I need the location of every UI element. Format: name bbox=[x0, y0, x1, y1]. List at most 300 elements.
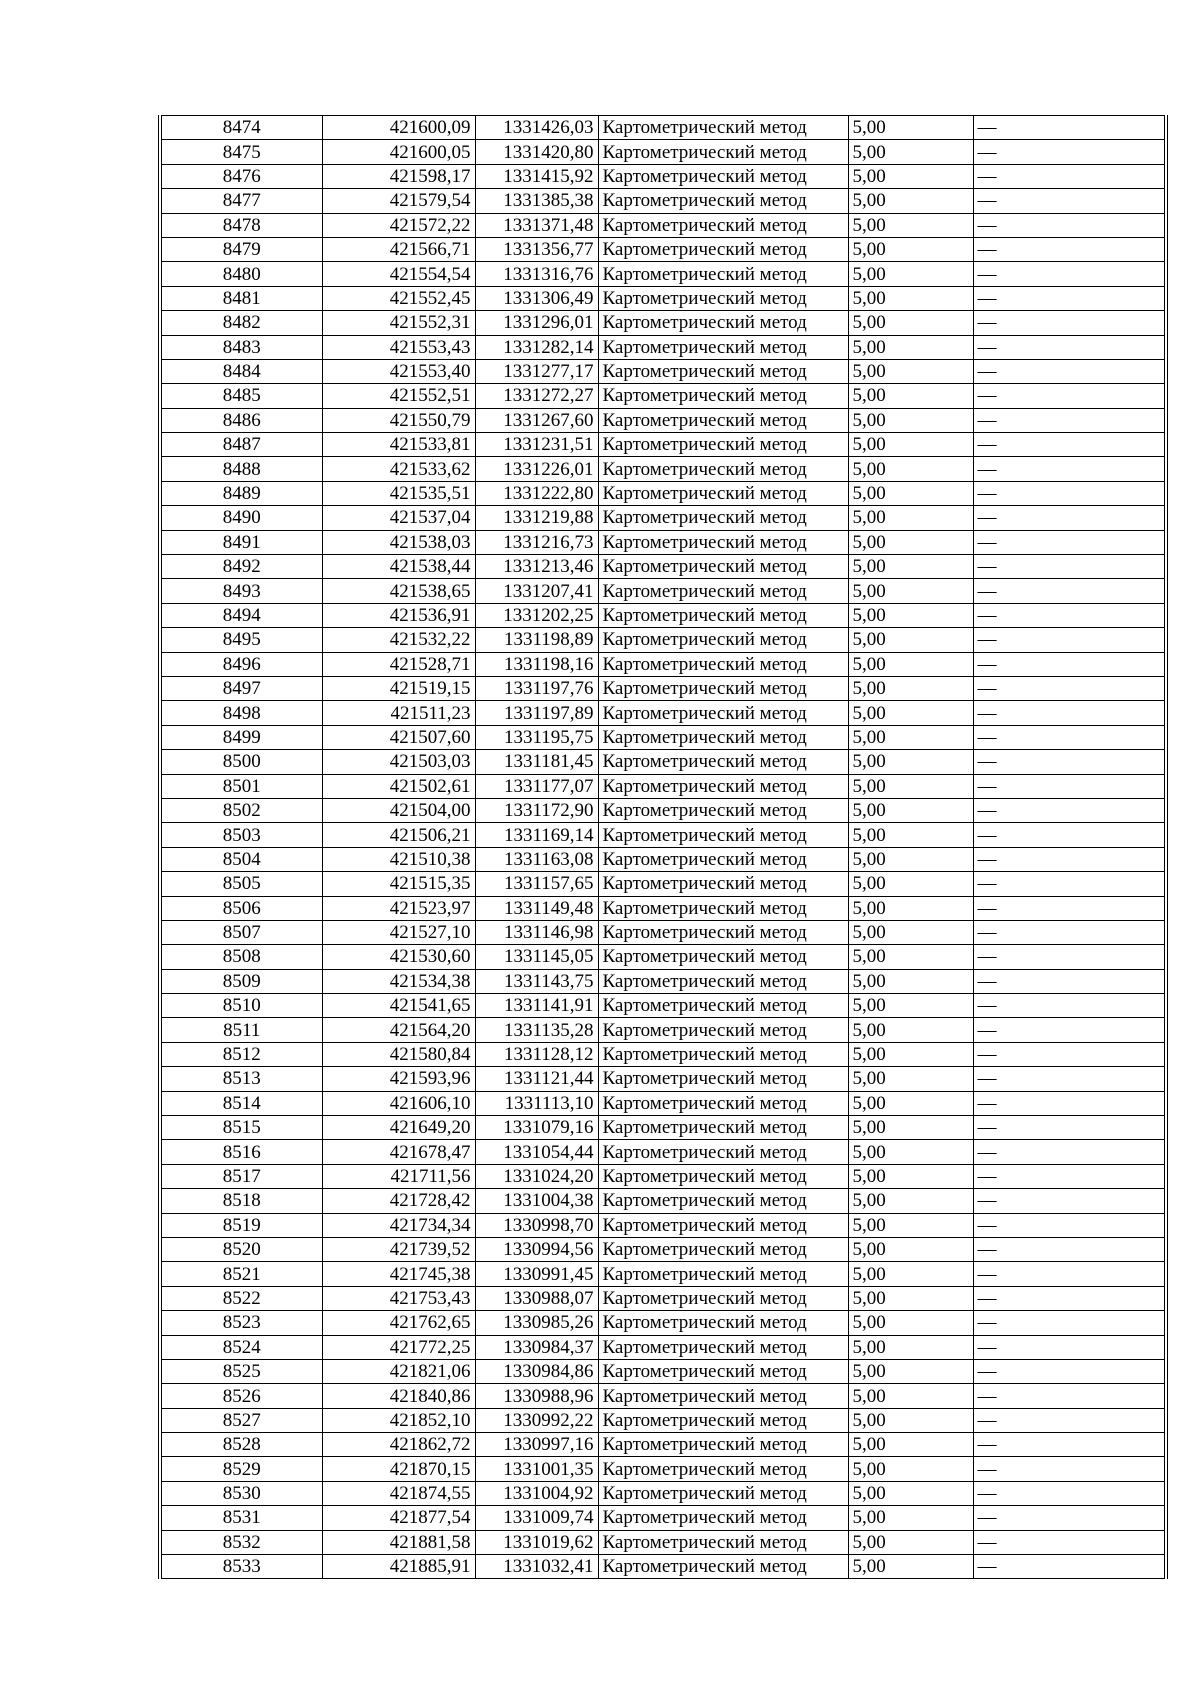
x-coordinate-cell: 421877,54 bbox=[322, 1506, 475, 1530]
x-coordinate-cell: 421566,71 bbox=[322, 237, 475, 261]
table-row bbox=[160, 798, 1166, 822]
method-cell: Картометрический метод bbox=[598, 725, 848, 749]
method-cell: Картометрический метод bbox=[598, 628, 848, 652]
point-number-cell: 8495 bbox=[160, 628, 322, 652]
accuracy-cell: 5,00 bbox=[848, 1408, 973, 1432]
point-number-cell: 8533 bbox=[160, 1555, 322, 1579]
table-row bbox=[160, 945, 1166, 969]
accuracy-cell: 5,00 bbox=[848, 945, 973, 969]
x-coordinate-cell: 421734,34 bbox=[322, 1213, 475, 1237]
y-coordinate-cell: 1330984,37 bbox=[475, 1335, 598, 1359]
x-coordinate-cell: 421600,09 bbox=[322, 116, 475, 140]
x-coordinate-cell: 421772,25 bbox=[322, 1335, 475, 1359]
accuracy-cell: 5,00 bbox=[848, 750, 973, 774]
x-coordinate-cell: 421862,72 bbox=[322, 1433, 475, 1457]
point-number-cell: 8501 bbox=[160, 774, 322, 798]
method-cell: Картометрический метод bbox=[598, 530, 848, 554]
point-number-cell: 8511 bbox=[160, 1018, 322, 1042]
description-cell: — bbox=[973, 335, 1166, 359]
description-cell: — bbox=[973, 1335, 1166, 1359]
method-cell: Картометрический метод bbox=[598, 311, 848, 335]
point-number-cell: 8490 bbox=[160, 506, 322, 530]
y-coordinate-cell: 1331219,88 bbox=[475, 506, 598, 530]
description-cell: — bbox=[973, 237, 1166, 261]
x-coordinate-cell: 421753,43 bbox=[322, 1286, 475, 1310]
table-row bbox=[160, 920, 1166, 944]
method-cell: Картометрический метод bbox=[598, 676, 848, 700]
accuracy-cell: 5,00 bbox=[848, 1555, 973, 1579]
y-coordinate-cell: 1331213,46 bbox=[475, 555, 598, 579]
accuracy-cell: 5,00 bbox=[848, 530, 973, 554]
y-coordinate-cell: 1331195,75 bbox=[475, 725, 598, 749]
x-coordinate-cell: 421745,38 bbox=[322, 1262, 475, 1286]
y-coordinate-cell: 1331426,03 bbox=[475, 116, 598, 140]
y-coordinate-cell: 1331019,62 bbox=[475, 1530, 598, 1554]
accuracy-cell: 5,00 bbox=[848, 1384, 973, 1408]
description-cell: — bbox=[973, 213, 1166, 237]
description-cell: — bbox=[973, 896, 1166, 920]
x-coordinate-cell: 421523,97 bbox=[322, 896, 475, 920]
accuracy-cell: 5,00 bbox=[848, 457, 973, 481]
point-number-cell: 8517 bbox=[160, 1164, 322, 1188]
description-cell: — bbox=[973, 774, 1166, 798]
table-row bbox=[160, 311, 1166, 335]
method-cell: Картометрический метод bbox=[598, 1237, 848, 1261]
table-row bbox=[160, 1359, 1166, 1383]
y-coordinate-cell: 1331169,14 bbox=[475, 823, 598, 847]
table-row bbox=[160, 384, 1166, 408]
table-row bbox=[160, 969, 1166, 993]
description-cell: — bbox=[973, 701, 1166, 725]
method-cell: Картометрический метод bbox=[598, 603, 848, 627]
accuracy-cell: 5,00 bbox=[848, 1091, 973, 1115]
accuracy-cell: 5,00 bbox=[848, 603, 973, 627]
y-coordinate-cell: 1331079,16 bbox=[475, 1116, 598, 1140]
method-cell: Картометрический метод bbox=[598, 1481, 848, 1505]
table-row bbox=[160, 1506, 1166, 1530]
x-coordinate-cell: 421870,15 bbox=[322, 1457, 475, 1481]
method-cell: Картометрический метод bbox=[598, 847, 848, 871]
table-row bbox=[160, 1384, 1166, 1408]
description-cell: — bbox=[973, 1067, 1166, 1091]
accuracy-cell: 5,00 bbox=[848, 262, 973, 286]
description-cell: — bbox=[973, 1481, 1166, 1505]
y-coordinate-cell: 1330988,07 bbox=[475, 1286, 598, 1310]
method-cell: Картометрический метод bbox=[598, 481, 848, 505]
y-coordinate-cell: 1331277,17 bbox=[475, 359, 598, 383]
table-row bbox=[160, 1311, 1166, 1335]
point-number-cell: 8494 bbox=[160, 603, 322, 627]
table-row bbox=[160, 725, 1166, 749]
x-coordinate-cell: 421728,42 bbox=[322, 1189, 475, 1213]
y-coordinate-cell: 1330997,16 bbox=[475, 1433, 598, 1457]
y-coordinate-cell: 1331135,28 bbox=[475, 1018, 598, 1042]
point-number-cell: 8516 bbox=[160, 1140, 322, 1164]
method-cell: Картометрический метод bbox=[598, 384, 848, 408]
table-row bbox=[160, 189, 1166, 213]
table-row bbox=[160, 1286, 1166, 1310]
method-cell: Картометрический метод bbox=[598, 750, 848, 774]
description-cell: — bbox=[973, 1457, 1166, 1481]
description-cell: — bbox=[973, 1018, 1166, 1042]
accuracy-cell: 5,00 bbox=[848, 579, 973, 603]
y-coordinate-cell: 1331181,45 bbox=[475, 750, 598, 774]
x-coordinate-cell: 421678,47 bbox=[322, 1140, 475, 1164]
method-cell: Картометрический метод bbox=[598, 701, 848, 725]
table-row bbox=[160, 335, 1166, 359]
accuracy-cell: 5,00 bbox=[848, 725, 973, 749]
y-coordinate-cell: 1330985,26 bbox=[475, 1311, 598, 1335]
accuracy-cell: 5,00 bbox=[848, 1140, 973, 1164]
y-coordinate-cell: 1331296,01 bbox=[475, 311, 598, 335]
x-coordinate-cell: 421535,51 bbox=[322, 481, 475, 505]
method-cell: Картометрический метод bbox=[598, 1213, 848, 1237]
accuracy-cell: 5,00 bbox=[848, 286, 973, 310]
table-row bbox=[160, 1189, 1166, 1213]
description-cell: — bbox=[973, 1311, 1166, 1335]
x-coordinate-cell: 421537,04 bbox=[322, 506, 475, 530]
accuracy-cell: 5,00 bbox=[848, 969, 973, 993]
point-number-cell: 8479 bbox=[160, 237, 322, 261]
description-cell: — bbox=[973, 750, 1166, 774]
table-row bbox=[160, 896, 1166, 920]
x-coordinate-cell: 421502,61 bbox=[322, 774, 475, 798]
accuracy-cell: 5,00 bbox=[848, 701, 973, 725]
description-cell: — bbox=[973, 506, 1166, 530]
table-row bbox=[160, 1555, 1166, 1579]
description-cell: — bbox=[973, 457, 1166, 481]
point-number-cell: 8529 bbox=[160, 1457, 322, 1481]
table-row bbox=[160, 1164, 1166, 1188]
y-coordinate-cell: 1331145,05 bbox=[475, 945, 598, 969]
table-row bbox=[160, 555, 1166, 579]
x-coordinate-cell: 421510,38 bbox=[322, 847, 475, 871]
point-number-cell: 8488 bbox=[160, 457, 322, 481]
table-row bbox=[160, 213, 1166, 237]
coordinates-table bbox=[158, 115, 1168, 1579]
accuracy-cell: 5,00 bbox=[848, 920, 973, 944]
description-cell: — bbox=[973, 1237, 1166, 1261]
table-row bbox=[160, 1042, 1166, 1066]
point-number-cell: 8474 bbox=[160, 116, 322, 140]
description-cell: — bbox=[973, 1164, 1166, 1188]
table-row bbox=[160, 408, 1166, 432]
table-row bbox=[160, 359, 1166, 383]
description-cell: — bbox=[973, 262, 1166, 286]
table-row bbox=[160, 237, 1166, 261]
method-cell: Картометрический метод bbox=[598, 1384, 848, 1408]
description-cell: — bbox=[973, 1189, 1166, 1213]
x-coordinate-cell: 421553,40 bbox=[322, 359, 475, 383]
x-coordinate-cell: 421580,84 bbox=[322, 1042, 475, 1066]
description-cell: — bbox=[973, 579, 1166, 603]
accuracy-cell: 5,00 bbox=[848, 1042, 973, 1066]
description-cell: — bbox=[973, 823, 1166, 847]
table-row bbox=[160, 433, 1166, 457]
method-cell: Картометрический метод bbox=[598, 286, 848, 310]
method-cell: Картометрический метод bbox=[598, 213, 848, 237]
point-number-cell: 8518 bbox=[160, 1189, 322, 1213]
accuracy-cell: 5,00 bbox=[848, 676, 973, 700]
table-row bbox=[160, 481, 1166, 505]
table-row bbox=[160, 1018, 1166, 1042]
x-coordinate-cell: 421606,10 bbox=[322, 1091, 475, 1115]
table-row bbox=[160, 1067, 1166, 1091]
point-number-cell: 8520 bbox=[160, 1237, 322, 1261]
method-cell: Картометрический метод bbox=[598, 359, 848, 383]
accuracy-cell: 5,00 bbox=[848, 1433, 973, 1457]
description-cell: — bbox=[973, 1530, 1166, 1554]
accuracy-cell: 5,00 bbox=[848, 1530, 973, 1554]
point-number-cell: 8500 bbox=[160, 750, 322, 774]
x-coordinate-cell: 421550,79 bbox=[322, 408, 475, 432]
point-number-cell: 8475 bbox=[160, 140, 322, 164]
point-number-cell: 8530 bbox=[160, 1481, 322, 1505]
y-coordinate-cell: 1331198,16 bbox=[475, 652, 598, 676]
method-cell: Картометрический метод bbox=[598, 1140, 848, 1164]
table-row bbox=[160, 140, 1166, 164]
point-number-cell: 8515 bbox=[160, 1116, 322, 1140]
x-coordinate-cell: 421553,43 bbox=[322, 335, 475, 359]
description-cell: — bbox=[973, 530, 1166, 554]
x-coordinate-cell: 421554,54 bbox=[322, 262, 475, 286]
x-coordinate-cell: 421503,03 bbox=[322, 750, 475, 774]
accuracy-cell: 5,00 bbox=[848, 1359, 973, 1383]
y-coordinate-cell: 1331415,92 bbox=[475, 164, 598, 188]
accuracy-cell: 5,00 bbox=[848, 1116, 973, 1140]
table-row bbox=[160, 1116, 1166, 1140]
point-number-cell: 8492 bbox=[160, 555, 322, 579]
method-cell: Картометрический метод bbox=[598, 433, 848, 457]
method-cell: Картометрический метод bbox=[598, 262, 848, 286]
accuracy-cell: 5,00 bbox=[848, 311, 973, 335]
method-cell: Картометрический метод bbox=[598, 1408, 848, 1432]
x-coordinate-cell: 421852,10 bbox=[322, 1408, 475, 1432]
point-number-cell: 8481 bbox=[160, 286, 322, 310]
x-coordinate-cell: 421528,71 bbox=[322, 652, 475, 676]
x-coordinate-cell: 421552,45 bbox=[322, 286, 475, 310]
table-row bbox=[160, 628, 1166, 652]
x-coordinate-cell: 421533,62 bbox=[322, 457, 475, 481]
y-coordinate-cell: 1331146,98 bbox=[475, 920, 598, 944]
table-row bbox=[160, 1481, 1166, 1505]
point-number-cell: 8510 bbox=[160, 994, 322, 1018]
table-row bbox=[160, 994, 1166, 1018]
accuracy-cell: 5,00 bbox=[848, 896, 973, 920]
method-cell: Картометрический метод bbox=[598, 1042, 848, 1066]
description-cell: — bbox=[973, 1140, 1166, 1164]
table-row bbox=[160, 1408, 1166, 1432]
point-number-cell: 8484 bbox=[160, 359, 322, 383]
table-row bbox=[160, 872, 1166, 896]
x-coordinate-cell: 421506,21 bbox=[322, 823, 475, 847]
y-coordinate-cell: 1331128,12 bbox=[475, 1042, 598, 1066]
method-cell: Картометрический метод bbox=[598, 945, 848, 969]
y-coordinate-cell: 1331197,76 bbox=[475, 676, 598, 700]
y-coordinate-cell: 1331207,41 bbox=[475, 579, 598, 603]
method-cell: Картометрический метод bbox=[598, 1359, 848, 1383]
point-number-cell: 8486 bbox=[160, 408, 322, 432]
x-coordinate-cell: 421600,05 bbox=[322, 140, 475, 164]
description-cell: — bbox=[973, 1286, 1166, 1310]
x-coordinate-cell: 421564,20 bbox=[322, 1018, 475, 1042]
point-number-cell: 8523 bbox=[160, 1311, 322, 1335]
description-cell: — bbox=[973, 286, 1166, 310]
y-coordinate-cell: 1331231,51 bbox=[475, 433, 598, 457]
x-coordinate-cell: 421821,06 bbox=[322, 1359, 475, 1383]
y-coordinate-cell: 1331177,07 bbox=[475, 774, 598, 798]
y-coordinate-cell: 1331216,73 bbox=[475, 530, 598, 554]
description-cell: — bbox=[973, 872, 1166, 896]
x-coordinate-cell: 421536,91 bbox=[322, 603, 475, 627]
x-coordinate-cell: 421507,60 bbox=[322, 725, 475, 749]
method-cell: Картометрический метод bbox=[598, 872, 848, 896]
x-coordinate-cell: 421532,22 bbox=[322, 628, 475, 652]
table-row bbox=[160, 774, 1166, 798]
accuracy-cell: 5,00 bbox=[848, 116, 973, 140]
y-coordinate-cell: 1331272,27 bbox=[475, 384, 598, 408]
table-row bbox=[160, 1140, 1166, 1164]
method-cell: Картометрический метод bbox=[598, 237, 848, 261]
point-number-cell: 8485 bbox=[160, 384, 322, 408]
x-coordinate-cell: 421541,65 bbox=[322, 994, 475, 1018]
y-coordinate-cell: 1331202,25 bbox=[475, 603, 598, 627]
description-cell: — bbox=[973, 1091, 1166, 1115]
method-cell: Картометрический метод bbox=[598, 1335, 848, 1359]
accuracy-cell: 5,00 bbox=[848, 1164, 973, 1188]
method-cell: Картометрический метод bbox=[598, 1506, 848, 1530]
y-coordinate-cell: 1331113,10 bbox=[475, 1091, 598, 1115]
point-number-cell: 8498 bbox=[160, 701, 322, 725]
table-row bbox=[160, 457, 1166, 481]
x-coordinate-cell: 421572,22 bbox=[322, 213, 475, 237]
y-coordinate-cell: 1331282,14 bbox=[475, 335, 598, 359]
point-number-cell: 8476 bbox=[160, 164, 322, 188]
method-cell: Картометрический метод bbox=[598, 579, 848, 603]
table-body bbox=[160, 116, 1166, 1579]
description-cell: — bbox=[973, 1408, 1166, 1432]
table-row bbox=[160, 262, 1166, 286]
point-number-cell: 8531 bbox=[160, 1506, 322, 1530]
point-number-cell: 8526 bbox=[160, 1384, 322, 1408]
point-number-cell: 8513 bbox=[160, 1067, 322, 1091]
y-coordinate-cell: 1331172,90 bbox=[475, 798, 598, 822]
table-row bbox=[160, 164, 1166, 188]
table-row bbox=[160, 1262, 1166, 1286]
description-cell: — bbox=[973, 676, 1166, 700]
y-coordinate-cell: 1330984,86 bbox=[475, 1359, 598, 1383]
y-coordinate-cell: 1331001,35 bbox=[475, 1457, 598, 1481]
y-coordinate-cell: 1330988,96 bbox=[475, 1384, 598, 1408]
accuracy-cell: 5,00 bbox=[848, 1262, 973, 1286]
description-cell: — bbox=[973, 652, 1166, 676]
y-coordinate-cell: 1331226,01 bbox=[475, 457, 598, 481]
accuracy-cell: 5,00 bbox=[848, 213, 973, 237]
point-number-cell: 8478 bbox=[160, 213, 322, 237]
method-cell: Картометрический метод bbox=[598, 555, 848, 579]
description-cell: — bbox=[973, 1213, 1166, 1237]
accuracy-cell: 5,00 bbox=[848, 994, 973, 1018]
point-number-cell: 8509 bbox=[160, 969, 322, 993]
x-coordinate-cell: 421593,96 bbox=[322, 1067, 475, 1091]
accuracy-cell: 5,00 bbox=[848, 1237, 973, 1261]
method-cell: Картометрический метод bbox=[598, 1311, 848, 1335]
x-coordinate-cell: 421538,65 bbox=[322, 579, 475, 603]
y-coordinate-cell: 1330994,56 bbox=[475, 1237, 598, 1261]
method-cell: Картометрический метод bbox=[598, 774, 848, 798]
accuracy-cell: 5,00 bbox=[848, 335, 973, 359]
method-cell: Картометрический метод bbox=[598, 1286, 848, 1310]
accuracy-cell: 5,00 bbox=[848, 1481, 973, 1505]
method-cell: Картометрический метод bbox=[598, 823, 848, 847]
table-row bbox=[160, 603, 1166, 627]
description-cell: — bbox=[973, 116, 1166, 140]
y-coordinate-cell: 1331054,44 bbox=[475, 1140, 598, 1164]
method-cell: Картометрический метод bbox=[598, 408, 848, 432]
accuracy-cell: 5,00 bbox=[848, 1335, 973, 1359]
accuracy-cell: 5,00 bbox=[848, 1506, 973, 1530]
method-cell: Картометрический метод bbox=[598, 164, 848, 188]
method-cell: Картометрический метод bbox=[598, 1262, 848, 1286]
x-coordinate-cell: 421579,54 bbox=[322, 189, 475, 213]
method-cell: Картометрический метод bbox=[598, 1116, 848, 1140]
point-number-cell: 8522 bbox=[160, 1286, 322, 1310]
description-cell: — bbox=[973, 140, 1166, 164]
y-coordinate-cell: 1331197,89 bbox=[475, 701, 598, 725]
y-coordinate-cell: 1331420,80 bbox=[475, 140, 598, 164]
y-coordinate-cell: 1331198,89 bbox=[475, 628, 598, 652]
accuracy-cell: 5,00 bbox=[848, 481, 973, 505]
description-cell: — bbox=[973, 384, 1166, 408]
method-cell: Картометрический метод bbox=[598, 140, 848, 164]
table-row bbox=[160, 750, 1166, 774]
point-number-cell: 8499 bbox=[160, 725, 322, 749]
description-cell: — bbox=[973, 1042, 1166, 1066]
description-cell: — bbox=[973, 433, 1166, 457]
point-number-cell: 8493 bbox=[160, 579, 322, 603]
y-coordinate-cell: 1331143,75 bbox=[475, 969, 598, 993]
point-number-cell: 8491 bbox=[160, 530, 322, 554]
x-coordinate-cell: 421874,55 bbox=[322, 1481, 475, 1505]
accuracy-cell: 5,00 bbox=[848, 1213, 973, 1237]
x-coordinate-cell: 421739,52 bbox=[322, 1237, 475, 1261]
point-number-cell: 8506 bbox=[160, 896, 322, 920]
method-cell: Картометрический метод bbox=[598, 1457, 848, 1481]
y-coordinate-cell: 1331157,65 bbox=[475, 872, 598, 896]
method-cell: Картометрический метод bbox=[598, 1091, 848, 1115]
description-cell: — bbox=[973, 1359, 1166, 1383]
description-cell: — bbox=[973, 725, 1166, 749]
x-coordinate-cell: 421538,03 bbox=[322, 530, 475, 554]
method-cell: Картометрический метод bbox=[598, 652, 848, 676]
point-number-cell: 8512 bbox=[160, 1042, 322, 1066]
accuracy-cell: 5,00 bbox=[848, 1457, 973, 1481]
method-cell: Картометрический метод bbox=[598, 896, 848, 920]
y-coordinate-cell: 1331267,60 bbox=[475, 408, 598, 432]
method-cell: Картометрический метод bbox=[598, 506, 848, 530]
method-cell: Картометрический метод bbox=[598, 969, 848, 993]
y-coordinate-cell: 1331163,08 bbox=[475, 847, 598, 871]
accuracy-cell: 5,00 bbox=[848, 1189, 973, 1213]
table-row bbox=[160, 1237, 1166, 1261]
point-number-cell: 8504 bbox=[160, 847, 322, 871]
description-cell: — bbox=[973, 1262, 1166, 1286]
y-coordinate-cell: 1331385,38 bbox=[475, 189, 598, 213]
accuracy-cell: 5,00 bbox=[848, 164, 973, 188]
accuracy-cell: 5,00 bbox=[848, 359, 973, 383]
accuracy-cell: 5,00 bbox=[848, 823, 973, 847]
x-coordinate-cell: 421511,23 bbox=[322, 701, 475, 725]
